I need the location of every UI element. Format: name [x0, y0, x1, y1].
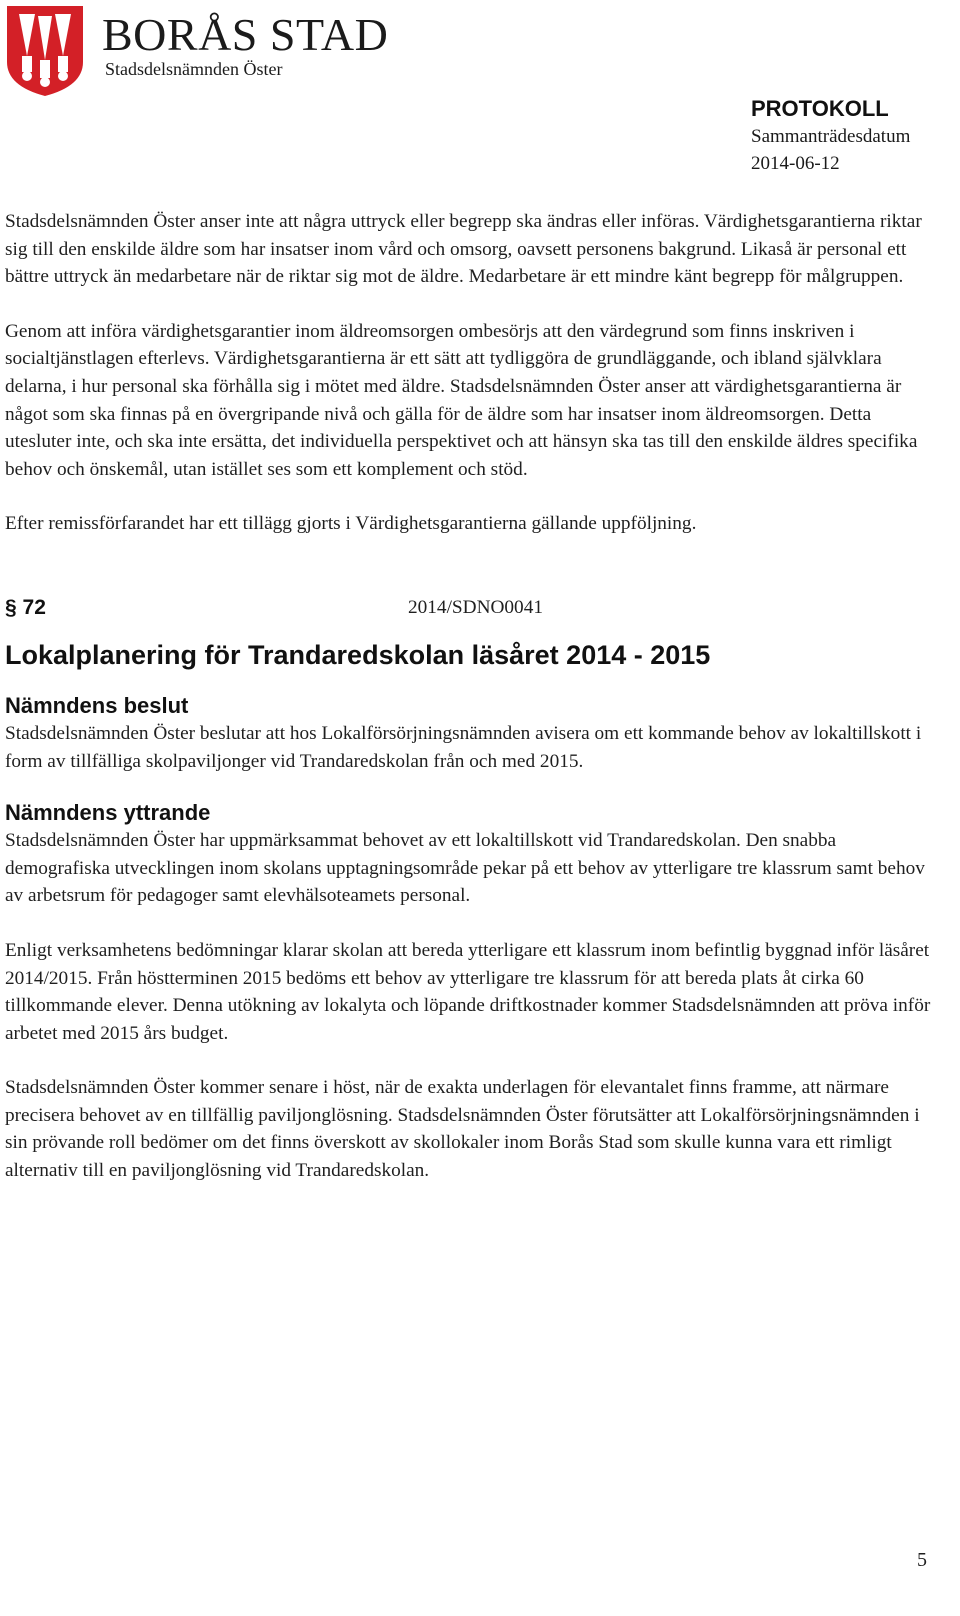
section-title: Lokalplanering för Trandaredskolan läsåret 2014 - 2015: [5, 639, 711, 670]
section-header: [5, 593, 940, 623]
case-reference: 2014/SDNO0041: [408, 596, 543, 618]
page-number: 5: [917, 1549, 927, 1571]
meeting-date-label: Sammanträdesdatum: [751, 126, 911, 147]
statement-paragraph: Stadsdelsnämnden Öster kommer senare i höst, när de exakta underlagen för elevantalet finns framme, att närmare precisera behovet av en tillfällig paviljonglösning. Stadsdelsnämnden Öster förutsätter att Lokalförsörjningsnämnden i sin prövande roll bedömer om det finns överskott av skollokaler inom Borås Stad som skulle kunna vara ett rimligt alternativ till en paviljonglösning vid Trandaredskolan.: [5, 1077, 920, 1182]
section-number: § 72: [5, 595, 46, 619]
intro-paragraph: Genom att införa värdighetsgarantier inom äldreomsorgen ombesörjs att den värdegrund som finns inskriven i socialtjänstlagen efterlevs. Värdighetsgarantierna är ett sätt att tydliggöra de grundläggande, och ibland självklara delarna, i hur personal ska förhålla sig i mötet med äldre. Stadsdelsnämnden Öster anser att värdighetsgarantierna är något som ska finnas på en övergripande nivå och gälla för de äldre som har insatser inom äldreomsorgen. Detta utesluter inte, och ska inte ersätta, det individuella perspektivet och att hänsyn ska tas till den enskilde äldres specifika behov och önskemål, utan istället ses som ett komplement och stöd.: [5, 320, 918, 480]
coat-of-arms-icon: [5, 4, 85, 98]
intro-paragraph: Efter remissförfarandet har ett tillägg gjorts i Värdighetsgarantierna gällande uppföljning.: [5, 513, 697, 535]
statement-paragraph: Stadsdelsnämnden Öster har uppmärksammat behovet av ett lokaltillskott vid Trandaredskolan. Den snabba demografiska utvecklingen inom skolans upptagningsområde pekar på ett behov av ytterligare tre klassrum samt behov av arbetsrum för pedagoger samt elevhälsoteamets personal.: [5, 830, 925, 907]
decision-text: Stadsdelsnämnden Öster beslutar att hos Lokalförsörjningsnämnden avisera om ett kommande behov av lokaltillskott i form av tillfälliga skolpaviljonger vid Trandaredskolan från och med 2015.: [5, 722, 922, 772]
document-type: PROTOKOLL: [751, 96, 889, 121]
intro-paragraph: Stadsdelsnämnden Öster anser inte att några uttryck eller begrepp ska ändras eller införas. Värdighetsgarantierna riktar sig till den enskilde äldre som har insatser inom vård och omsorg, oavsett personens bakgrund. Likaså är personal ett bättre uttryck än medarbetare när de riktar sig mot de äldre. Medarbetare är ett mindre känt begrepp för målgruppen.: [5, 211, 922, 288]
protocol-header: [751, 95, 910, 177]
decision-heading: Nämndens beslut: [5, 692, 189, 718]
document-body: [5, 208, 940, 1185]
meeting-date: 2014-06-12: [751, 153, 840, 174]
organization-unit: Stadsdelsnämnden Öster: [105, 59, 283, 79]
organization-name: BORÅS STAD: [102, 9, 389, 60]
statement-paragraph: Enligt verksamhetens bedömningar klarar skolan att bereda ytterligare ett klassrum inom befintlig byggnad inför läsåret 2014/2015. Från höstterminen 2015 bedöms ett behov av ytterligare tre klassrum för att bereda plats åt cirka 60 tillkommande elever. Denna utökning av lokalyta och löpande driftkostnader kommer Stadsdelsnämnden att pröva inför arbetet med 2015 års budget.: [5, 939, 931, 1044]
statement-heading: Nämndens yttrande: [5, 800, 211, 826]
boras-stad-logo: [5, 4, 389, 98]
